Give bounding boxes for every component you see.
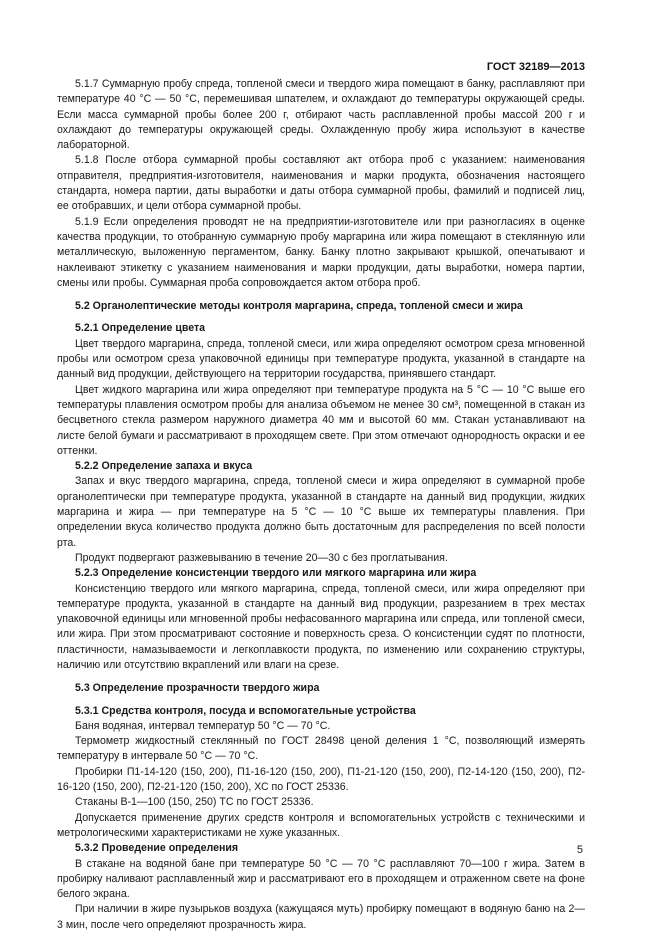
subsection-5-2-3-heading: 5.2.3 Определение консистенции твердого или мягкого маргарина или жира xyxy=(75,567,477,580)
subsection-5-3-2-heading: 5.3.2 Проведение определения xyxy=(75,842,239,855)
clause-5-1-7: 5.1.7 Суммарную пробу спреда, топленой смеси и твердого жира помещают в банку, расплавляют при температуре 40 °С — 50 °С, перемешивая шпателем, и охлаждают до температуры окружающей среды. Если масса суммарной пробы более 200 г, отбирают часть расплавленной пробы массой 200 г и охлаждают до температуры окружающей среды. Охлажденную пробу жира используют в качестве лабораторной. xyxy=(57,78,585,152)
subsection-5-2-1-heading: 5.2.1 Определение цвета xyxy=(75,322,206,335)
clause-5-1-9: 5.1.9 Если определения проводят не на предприятии-изготовителе или при разногласиях в оценке качества продукции, то отобранную суммарную пробу маргарина или жира помещают в стеклянную или металлическую, выложенную пергаментом, банку. Банку плотно закрывают крышкой, опечатывают и наклеивают этикетку с указанием наименования и марки продукции, даты выработки, номера партии, смены или пробы. Суммарная проба сопровождается актом отбора проб. xyxy=(57,215,585,289)
page-content xyxy=(57,77,585,933)
paragraph-5-2-2-a: Запах и вкус твердого маргарина, спреда, топленой смеси и жира определяют в суммарной пробе органолептически при температуре продукта, указанной в стандарте на данный вид продукции, жидких маргарина и жира — при температуре на 5 °С — 10 °С выше их температуры плавления. При определении вкуса количество продукта должно быть достаточным для распределения по всей полости рта. xyxy=(57,475,585,549)
section-5-2-heading: 5.2 Органолептические методы контроля маргарина, спреда, топленой смеси и жира xyxy=(75,300,523,313)
paragraph-5-3-1-d: Стаканы В-1—100 (150, 250) ТС по ГОСТ 25336. xyxy=(75,796,314,809)
paragraph-5-2-3: Консистенцию твердого или мягкого маргарина, спреда, топленой смеси, или жира определяют при температуре продукта, указанной в стандарте на данный вид продукции, разрезанием в трех местах упаковочной единицы или мгновенной пробы нефасованного маргарина или спреда, или топленой смеси, или жира. При этом просматривают состояние и поверхность среза. О консистенции судят по плотности, пластичности, намазываемости и легкоплавкости продукта, по изменению или сохранению структуры, наличию или отсутствию вкраплений или влаги на срезе. xyxy=(57,582,585,671)
paragraph-5-3-1-b: Термометр жидкостный стеклянный по ГОСТ 28498 ценой деления 1 °С, позволяющий измерять температуру в интервале 50 °С — 70 °С. xyxy=(57,735,585,763)
page-number: 5 xyxy=(576,844,583,856)
subsection-5-2-2-heading: 5.2.2 Определение запаха и вкуса xyxy=(75,460,253,473)
paragraph-5-3-2-a: В стакане на водяной бане при температуре 50 °С — 70 °С расплавляют 70—100 г жира. Затем в пробирку наливают расплавленный жир и рассматривают его в проходящем и отраженном свете на фоне белого экрана. xyxy=(57,857,585,901)
paragraph-5-3-1-a: Баня водяная, интервал температур 50 °С — 70 °С. xyxy=(75,719,331,732)
subsection-5-3-1-heading: 5.3.1 Средства контроля, посуда и вспомогательные устройства xyxy=(75,704,416,717)
paragraph-5-3-1-c: Пробирки П1-14-120 (150, 200), П1-16-120 (150, 200), П1-21-120 (150, 200), П2-14-120 (150, 200), П2-16-120 (150, 200), П2-21-120 (150, 200), ХС по ГОСТ 25336. xyxy=(57,765,585,794)
section-5-3-heading: 5.3 Определение прозрачности твердого жира xyxy=(75,682,320,695)
clause-5-1-8: 5.1.8 После отбора суммарной пробы составляют акт отбора проб с указанием: наименования отправителя, предприятия-изготовителя, наименования и марки продукта, обозначения настоящего стандарта, номера партии, даты выработки и даты отбора суммарной пробы, фамилий и подписей лиц, ее отобравших, и цели отбора суммарной пробы. xyxy=(57,154,585,213)
paragraph-5-3-1-e: Допускается применение других средств контроля и вспомогательных устройств с техническими и метрологическими характеристиками не хуже указанных. xyxy=(57,811,585,839)
standard-designation: ГОСТ 32189—2013 xyxy=(486,61,585,73)
paragraph-5-2-2-b: Продукт подвергают разжевыванию в течение 20—30 с без проглатывания. xyxy=(75,551,448,564)
paragraph-5-3-2-b: При наличии в жире пузырьков воздуха (кажущаяся муть) пробирку помещают в водяную баню на 2—3 мин, после чего определяют прозрачность жира. xyxy=(57,903,585,931)
paragraph-5-2-1-b: Цвет жидкого маргарина или жира определяют при температуре продукта на 5 °С — 10 °С выше его температуры плавления осмотром пробы для анализа объемом не менее 30 см³, помещенной в стакан из бесцветного стекла размером наружного диаметра 40 мм и высотой 60 мм. Стакан устанавливают на листе белой бумаги и рассматривают в проходящем свете. При этом отмечают однородность окраски и ее оттенки. xyxy=(57,383,585,457)
paragraph-5-2-1-a: Цвет твердого маргарина, спреда, топленой смеси, или жира определяют осмотром среза мгновенной пробы или осмотром среза упаковочной единицы при температуре продукта, указанной в стандарте на данный вид продукции, действующего на территории государства, принявшего стандарт. xyxy=(57,337,585,381)
